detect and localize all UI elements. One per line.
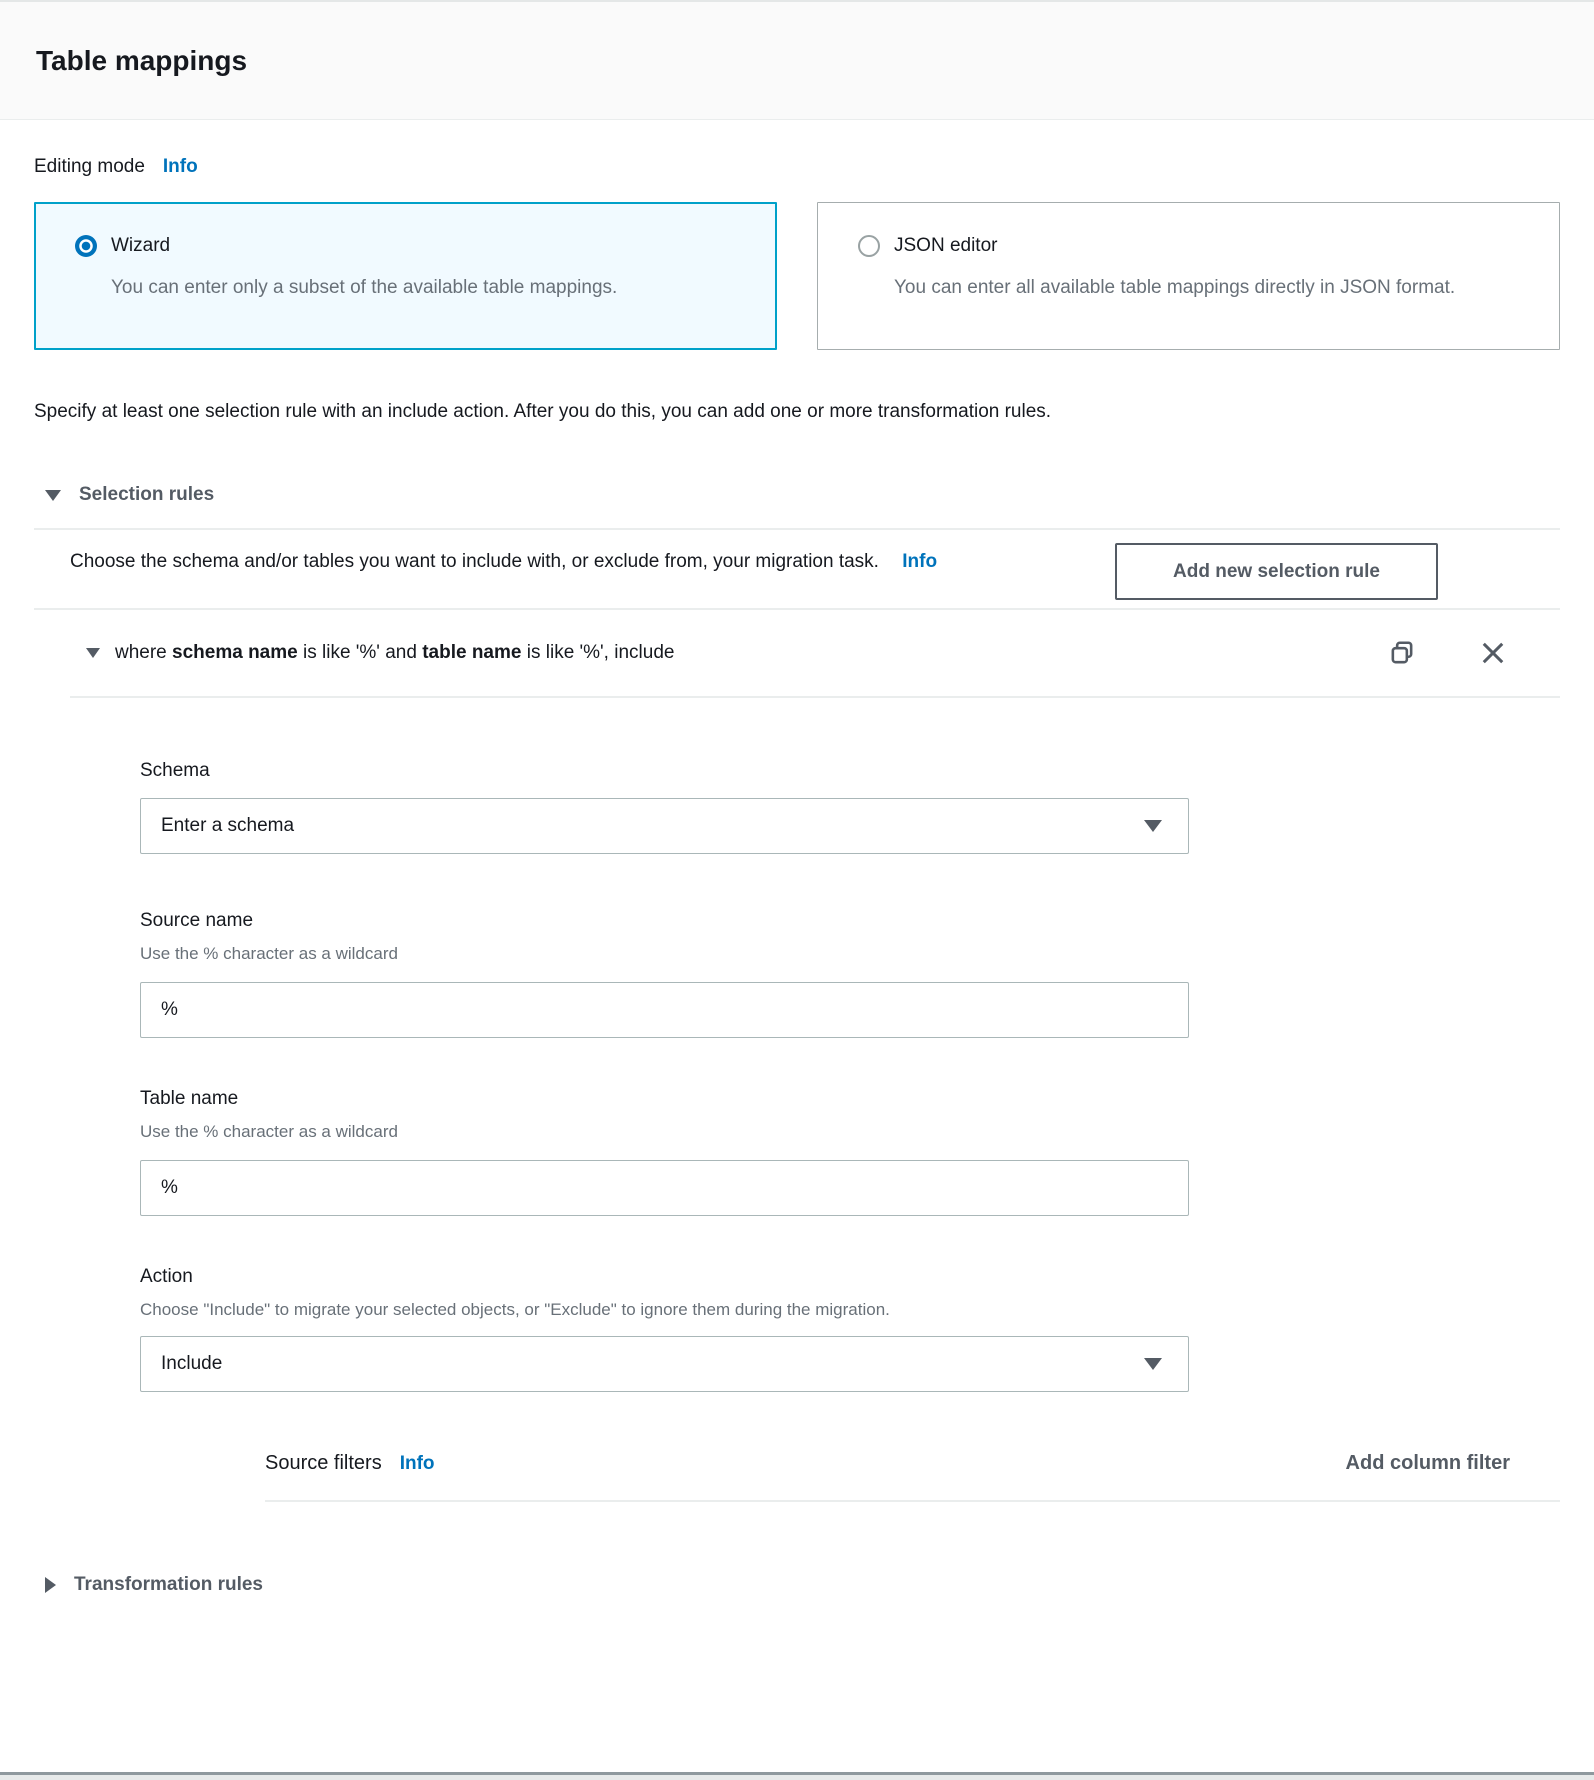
source-name-field xyxy=(140,910,1560,1038)
panel-content xyxy=(0,156,1594,1596)
page-title: Table mappings xyxy=(36,44,248,76)
selection-rules-info-link[interactable]: Info xyxy=(902,551,938,572)
json-editor-label: JSON editor xyxy=(894,235,998,256)
divider xyxy=(34,528,1560,530)
selection-rules-description: Choose the schema and/or tables you want to include with, or exclude from, your migration task. xyxy=(70,551,879,572)
action-constraint: Choose "Include" to migrate your selected objects, or "Exclude" to ignore them during the migration. xyxy=(140,1300,890,1319)
caret-down-icon xyxy=(1144,1358,1162,1370)
editing-mode-info-link[interactable]: Info xyxy=(162,156,198,177)
source-name-input[interactable] xyxy=(140,982,1189,1038)
add-selection-rule-button[interactable]: Add new selection rule xyxy=(1115,543,1438,600)
table-name-constraint: Use the % character as a wildcard xyxy=(140,1122,398,1141)
selection-rules-title: Selection rules xyxy=(79,484,215,505)
schema-label: Schema xyxy=(140,760,210,781)
json-editor-description: You can enter all available table mappings directly in JSON format. xyxy=(894,277,1456,298)
rule-summary-schema: schema name xyxy=(172,642,298,663)
action-select-value: Include xyxy=(161,1353,223,1374)
wizard-description: You can enter only a subset of the available table mappings. xyxy=(111,277,618,298)
add-column-filter-button[interactable]: Add column filter xyxy=(1345,1452,1510,1474)
selection-rule-row xyxy=(34,610,1560,668)
caret-down-icon[interactable] xyxy=(86,648,100,658)
caret-down-icon xyxy=(45,490,61,501)
rule-summary-text: is like '%' and xyxy=(297,642,423,663)
remove-rule-button[interactable] xyxy=(1478,638,1508,668)
editing-mode-row xyxy=(34,156,1560,178)
intro-text: Specify at least one selection rule with an include action. After you do this, you can add one or more transformation rules. xyxy=(34,401,1052,422)
source-filters-info-link[interactable]: Info xyxy=(399,1453,435,1474)
table-name-label: Table name xyxy=(140,1088,239,1109)
table-name-input[interactable] xyxy=(140,1160,1189,1216)
transformation-rules-title: Transformation rules xyxy=(74,1574,263,1595)
rule-summary-text: where xyxy=(115,642,173,663)
action-label: Action xyxy=(140,1266,193,1287)
json-editor-radio[interactable] xyxy=(858,235,880,257)
rule-summary-table: table name xyxy=(422,642,522,663)
divider xyxy=(70,696,1560,698)
duplicate-icon xyxy=(1388,639,1416,667)
action-select[interactable] xyxy=(140,1336,1189,1392)
source-name-constraint: Use the % character as a wildcard xyxy=(140,944,398,963)
selection-rule-form xyxy=(34,760,1560,1502)
transformation-rules-header[interactable] xyxy=(34,1574,1560,1596)
rule-summary-text: is like '%', include xyxy=(521,642,675,663)
source-filters-row xyxy=(140,1452,1560,1475)
wizard-label: Wizard xyxy=(111,235,171,256)
tile-json-editor[interactable] xyxy=(817,202,1560,350)
caret-right-icon xyxy=(45,1577,56,1593)
panel-header xyxy=(0,0,1594,120)
json-editor-tile-text xyxy=(894,229,1455,349)
table-name-field xyxy=(140,1088,1560,1216)
selection-rules-toolbar xyxy=(34,543,1560,600)
duplicate-rule-button[interactable] xyxy=(1388,639,1416,667)
editing-mode-tiles xyxy=(34,202,1560,350)
schema-field xyxy=(140,760,1560,854)
close-icon xyxy=(1478,638,1508,668)
action-field xyxy=(140,1266,1560,1392)
editing-mode-label: Editing mode xyxy=(34,156,145,177)
wizard-radio-selected[interactable] xyxy=(75,235,97,257)
divider xyxy=(265,1500,1560,1502)
schema-select-value: Enter a schema xyxy=(161,815,295,836)
source-filters-label: Source filters xyxy=(265,1452,382,1474)
caret-down-icon xyxy=(1144,820,1162,832)
bottom-section-edge xyxy=(0,1772,1594,1780)
tile-wizard[interactable] xyxy=(34,202,777,350)
schema-select[interactable] xyxy=(140,798,1189,854)
source-name-label: Source name xyxy=(140,910,254,931)
wizard-tile-text xyxy=(111,229,617,348)
selection-rules-description-block xyxy=(70,543,1115,581)
selection-rules-header[interactable] xyxy=(34,484,1560,506)
rule-summary xyxy=(115,642,1326,664)
